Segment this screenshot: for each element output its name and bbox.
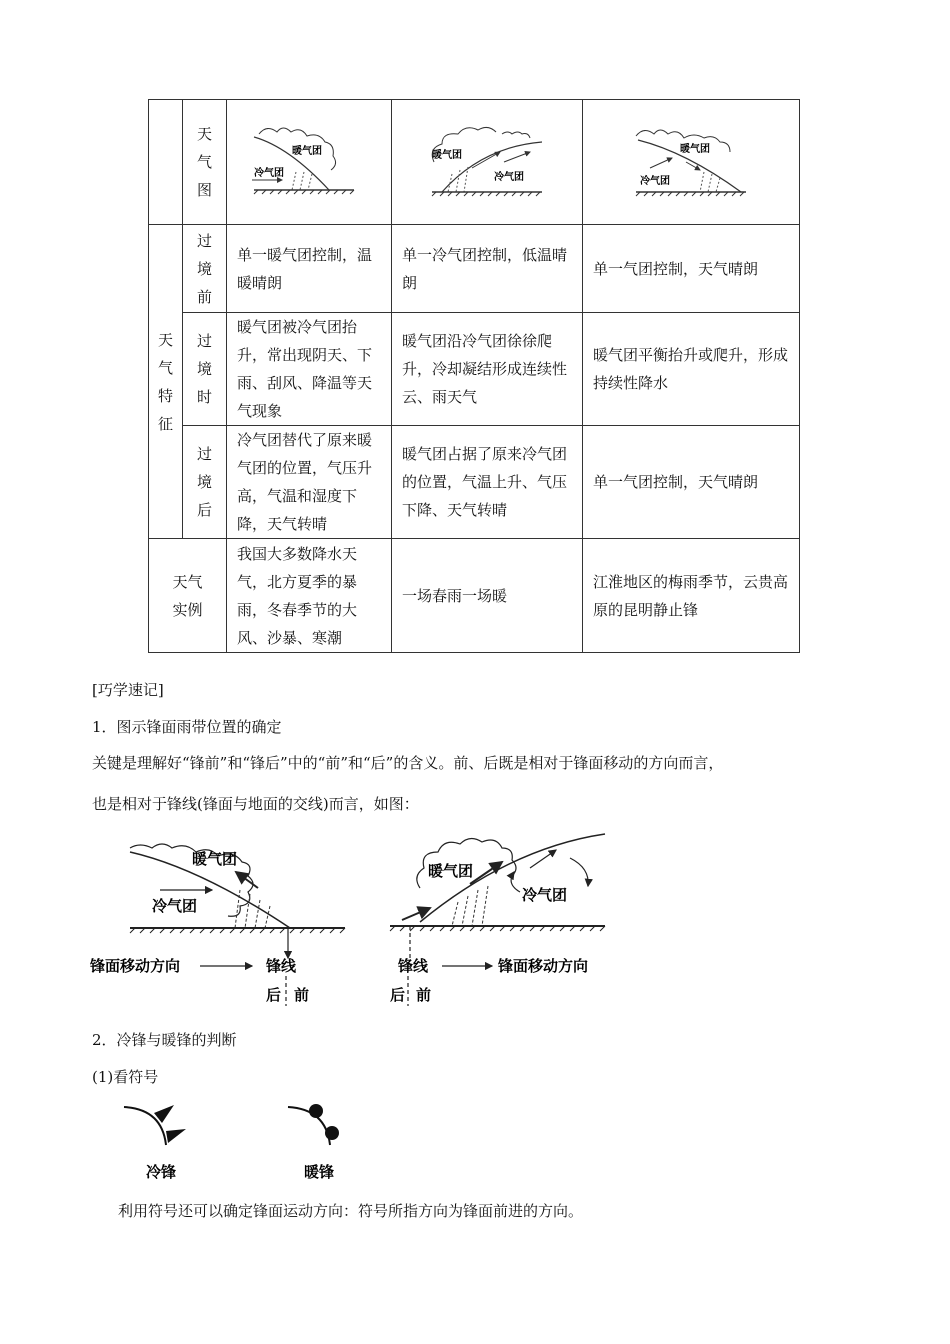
table-row-during bbox=[149, 313, 800, 426]
cell-warm-after: 暖气团占据了原来冷气团的位置，气温上升、气压下降、天气转晴 bbox=[392, 426, 583, 539]
section-title: [巧学速记] bbox=[92, 681, 164, 699]
cold-mass-label: 冷气团 bbox=[254, 168, 284, 179]
group-label-weather-features: 天气特征 bbox=[149, 225, 183, 539]
cold-mass-label: 冷气团 bbox=[640, 176, 670, 187]
paragraph-line1: 关键是理解好“锋前”和“锋后”中的“前”和“后”的含义。前、后既是相对于锋面移动的方向而言， bbox=[92, 754, 724, 772]
warm-mass-label: 暖气团 bbox=[680, 144, 710, 155]
cold-front-figure bbox=[90, 844, 345, 1006]
svg-text:后: 后 bbox=[266, 986, 282, 1004]
cell-warm-example: 一场春雨一场暖 bbox=[392, 539, 583, 653]
svg-text:锋面移动方向: 锋面移动方向 bbox=[498, 957, 589, 975]
symbol-note: 利用符号还可以确定锋面运动方向：符号所指方向为锋面前进的方向。 bbox=[118, 1202, 584, 1220]
cell-cold-during: 暖气团被冷气团抬升，常出现阴天、下雨、刮风、降温等天气现象 bbox=[227, 313, 392, 426]
svg-text:冷气团: 冷气团 bbox=[152, 897, 198, 915]
svg-text:锋线: 锋线 bbox=[266, 957, 297, 975]
warm-front-diagram bbox=[412, 112, 562, 212]
cold-front-symbol bbox=[124, 1105, 186, 1181]
table-row-after bbox=[149, 426, 800, 539]
front-symbols bbox=[110, 1095, 390, 1190]
warm-front-figure bbox=[390, 834, 605, 1006]
warm-front-symbol bbox=[288, 1104, 339, 1181]
row-head-before: 过境前 bbox=[183, 225, 227, 313]
svg-text:暖气团: 暖气团 bbox=[428, 862, 474, 880]
cold-mass-label: 冷气团 bbox=[494, 172, 524, 183]
svg-text:锋面移动方向: 锋面移动方向 bbox=[90, 957, 181, 975]
svg-text:前: 前 bbox=[416, 986, 432, 1004]
warm-mass-label: 暖气团 bbox=[292, 146, 322, 157]
table-row-map bbox=[149, 100, 800, 225]
svg-text:冷气团: 冷气团 bbox=[522, 886, 568, 904]
item2-title: 2．冷锋与暖锋的判断 bbox=[92, 1031, 237, 1049]
cell-warm-before: 单一冷气团控制，低温晴朗 bbox=[392, 225, 583, 313]
item1-title: 1．图示锋面雨带位置的确定 bbox=[92, 718, 282, 736]
cell-cold-after: 冷气团替代了原来暖气团的位置，气压升高，气温和湿度下降，天气转晴 bbox=[227, 426, 392, 539]
cell-stationary-after: 单一气团控制，天气晴朗 bbox=[583, 426, 800, 539]
cold-front-map-cell bbox=[227, 100, 392, 225]
table-row-example bbox=[149, 539, 800, 653]
warm-mass-label: 暖气团 bbox=[432, 150, 462, 161]
svg-text:后: 后 bbox=[390, 986, 406, 1004]
cold-front-diagram bbox=[234, 112, 384, 212]
stationary-front-map-cell bbox=[583, 100, 800, 225]
svg-text:锋线: 锋线 bbox=[398, 957, 429, 975]
svg-text:冷锋: 冷锋 bbox=[146, 1163, 177, 1181]
cell-warm-during: 暖气团沿冷气团徐徐爬升，冷却凝结形成连续性云、雨天气 bbox=[392, 313, 583, 426]
cell-stationary-before: 单一气团控制，天气晴朗 bbox=[583, 225, 800, 313]
front-rainband-figure bbox=[90, 828, 630, 1008]
table-row-before bbox=[149, 225, 800, 313]
cell-cold-before: 单一暖气团控制，温暖晴朗 bbox=[227, 225, 392, 313]
cell-stationary-during: 暖气团平衡抬升或爬升，形成持续性降水 bbox=[583, 313, 800, 426]
paragraph-line2: 也是相对于锋线(锋面与地面的交线)而言，如图： bbox=[92, 795, 419, 813]
svg-text:暖锋: 暖锋 bbox=[304, 1163, 335, 1181]
row-head-after: 过境后 bbox=[183, 426, 227, 539]
cell-stationary-example: 江淮地区的梅雨季节，云贵高原的昆明静止锋 bbox=[583, 539, 800, 653]
row-head-during: 过境时 bbox=[183, 313, 227, 426]
row-head-map: 天气图 bbox=[183, 100, 227, 225]
weather-front-table bbox=[148, 99, 800, 653]
empty-cell bbox=[149, 100, 183, 225]
sub-item-symbol: (1)看符号 bbox=[92, 1068, 159, 1086]
warm-front-map-cell bbox=[392, 100, 583, 225]
svg-text:前: 前 bbox=[294, 986, 310, 1004]
stationary-front-diagram bbox=[616, 112, 766, 212]
svg-text:暖气团: 暖气团 bbox=[192, 850, 238, 868]
row-head-example: 天气实例 bbox=[149, 539, 227, 653]
cell-cold-example: 我国大多数降水天气，北方夏季的暴雨，冬春季节的大风、沙暴、寒潮 bbox=[227, 539, 392, 653]
